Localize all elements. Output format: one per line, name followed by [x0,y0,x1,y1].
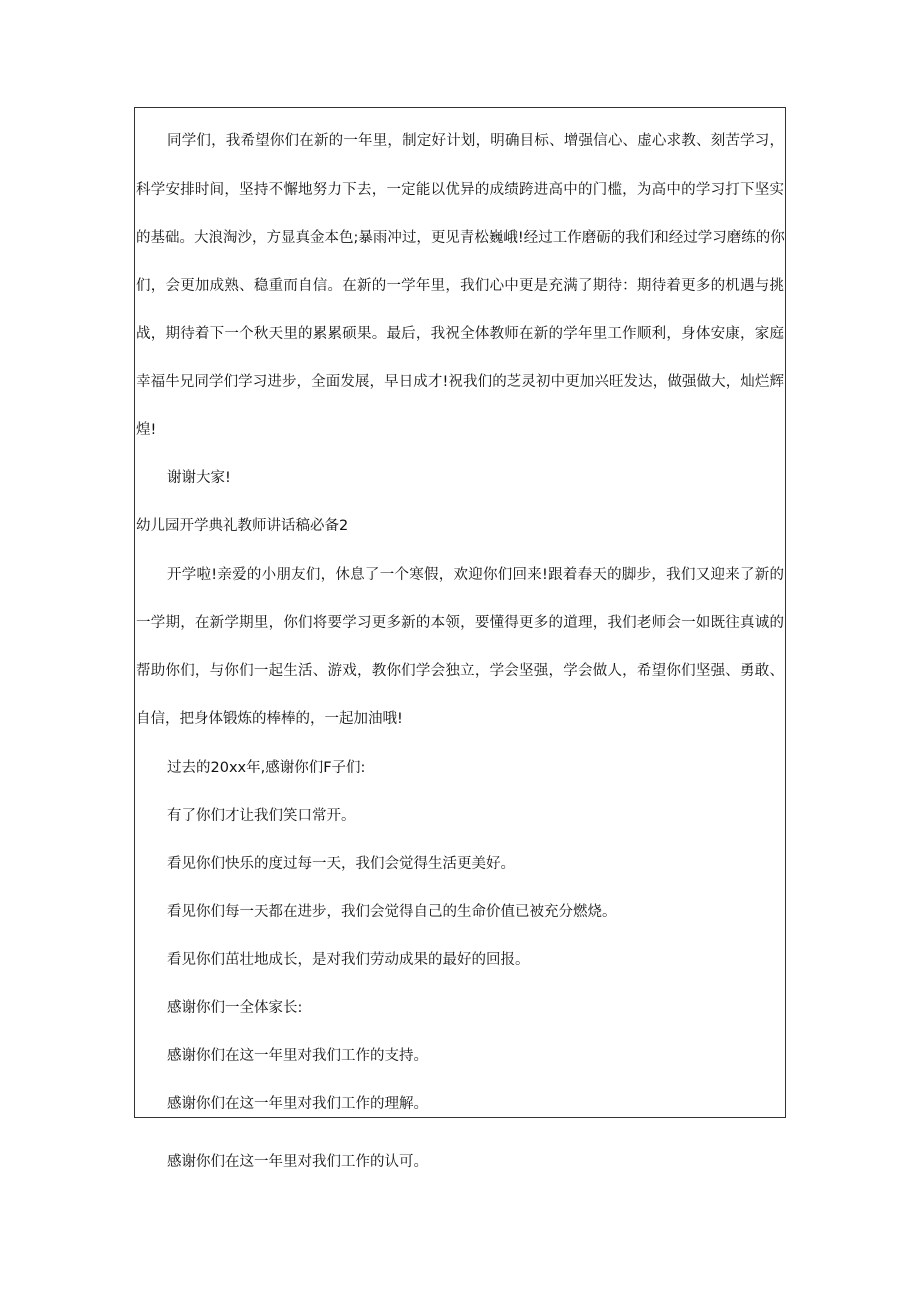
paragraph-line: 科学安排时间，坚持不懈地努力下去，一定能以优异的成绩跨进高中的门槛，为高中的学习打下坚实 [136,182,784,198]
paragraph-line: 的基础。大浪淘沙，方显真金本色;暴雨冲过，更见青松巍峨!经过工作磨砺的我们和经过学习磨练的你 [136,230,785,246]
paragraph-line: 煌! [136,422,157,438]
text-line: 感谢你们一全体家长: [167,1000,303,1016]
text-line: 有了你们才让我们笑口常开。 [167,808,356,824]
text-line: 过去的20xx年,感谢你们F子们: [167,760,366,776]
text-line: 看见你们茁壮地成长，是对我们劳动成果的最好的回报。 [167,952,530,968]
paragraph-line: 开学啦!亲爱的小朋友们，休息了一个寒假，欢迎你们回来!跟着春天的脚步，我们又迎来了新的 [167,567,784,583]
section-heading: 幼儿园开学典礼教师讲话稿必备2 [136,518,349,534]
text-line: 看见你们每一天都在进步，我们会觉得自己的生命价值已被充分燃烧。 [167,904,617,920]
paragraph-line: 一学期，在新学期里，你们将要学习更多新的本领，要懂得更多的道理，我们老师会一如既往真诚的 [136,615,784,631]
paragraph-line: 同学们，我希望你们在新的一年里，制定好计划，明确目标、增强信心、虚心求教、刻苦学习， [167,133,784,149]
paragraph-line: 幸福牛兄同学们学习进步，全面发展，早日成才!祝我们的芝灵初中更加兴旺发达，做强做大，灿烂辉 [136,374,784,390]
paragraph-line: 们，会更加成熟、稳重而自信。在新的一学年里，我们心中更是充满了期待：期待着更多的机遇与挑 [136,278,784,294]
text-line-outside: 感谢你们在这一年里对我们工作的认可。 [167,1154,428,1170]
text-line: 感谢你们在这一年里对我们工作的理解。 [167,1096,428,1112]
text-line: 看见你们快乐的度过每一天，我们会觉得生活更美好。 [167,856,515,872]
thanks-line: 谢谢大家! [167,470,231,486]
paragraph-line: 帮助你们，与你们一起生活、游戏，教你们学会独立，学会坚强，学会做人，希望你们坚强、勇敢、 [136,663,784,679]
paragraph-line: 战，期待着下一个秋天里的累累硕果。最后，我祝全体教师在新的学年里工作顺利，身体安康，家庭 [136,326,784,342]
paragraph-line: 自信，把身体锻炼的棒棒的，一起加油哦! [136,711,403,727]
text-line: 感谢你们在这一年里对我们工作的支持。 [167,1048,428,1064]
